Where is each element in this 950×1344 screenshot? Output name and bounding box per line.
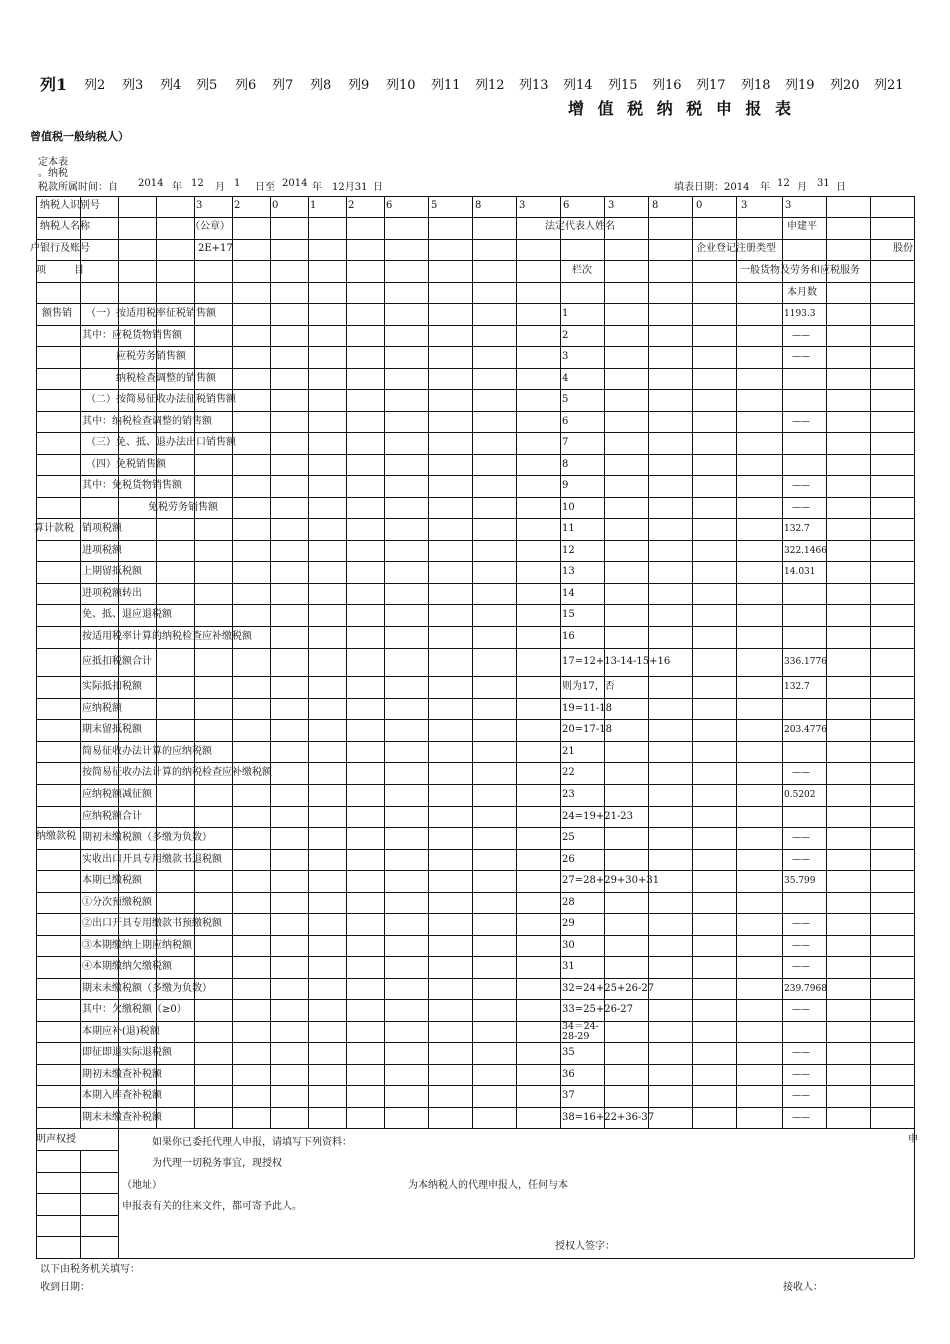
id-digit: 3 [741, 200, 748, 211]
row-line-number: 16 [562, 631, 575, 642]
row-item-label: 应纳税额减征额 [82, 789, 152, 800]
column-header: 列20 [830, 78, 860, 93]
row-item-label: 简易征收办法计算的应纳税额 [82, 746, 212, 757]
row-line-number: 13 [562, 566, 575, 577]
row-item-label: 期初未缴税额（多缴为负数） [82, 832, 212, 843]
period-start-month: 12 [191, 178, 204, 189]
row-item-label: 期末未缴查补税额 [82, 1112, 162, 1123]
period-month-unit: 月 [215, 182, 225, 193]
grid-line [384, 196, 385, 1128]
bank-account-label: 户银行及账号 [30, 243, 90, 254]
row-line-number: 38=16+22+36-37 [562, 1112, 655, 1123]
row-value: —— [792, 1091, 810, 1101]
row-item-label: （四）免税销售额 [86, 459, 166, 470]
item-header-2: 目 [74, 265, 84, 276]
row-line-number: 37 [562, 1090, 575, 1101]
legal-rep-name: 申建平 [787, 221, 817, 232]
row-line-number: 32=24+25+26-27 [562, 983, 655, 994]
column-header: 列14 [563, 78, 593, 93]
column-header: 列4 [160, 78, 182, 93]
row-item-label: ③本期缴纳上期应纳税额 [82, 940, 192, 951]
column-header: 列18 [741, 78, 771, 93]
row-line-number: 23 [562, 789, 575, 800]
id-digit: 3 [608, 200, 615, 211]
column-header: 列8 [310, 78, 332, 93]
row-line-number: 15 [562, 609, 575, 620]
row-item-label: 按简易征收办法计算的纳税检查应补缴税额 [82, 767, 272, 778]
id-digit: 0 [696, 200, 703, 211]
grid-line [36, 1193, 118, 1194]
row-line-number: 14 [562, 588, 575, 599]
row-value: 35.799 [784, 876, 816, 886]
row-value: —— [792, 331, 810, 341]
grid-line [270, 196, 271, 1128]
row-line-number: 22 [562, 767, 575, 778]
column-header: 列19 [785, 78, 815, 93]
row-value: —— [792, 919, 810, 929]
row-item-label: 上期留抵税额 [82, 566, 142, 577]
period-label: 税款所属时间：自 [38, 182, 118, 193]
row-line-number: 2 [562, 330, 569, 341]
row-item-label: 进项税额转出 [82, 588, 142, 599]
row-line-number: 5 [562, 394, 569, 405]
row-line-number: 26 [562, 854, 575, 865]
fill-date-day-unit: 日 [836, 182, 846, 193]
row-line-number: 33=25+26-27 [562, 1004, 634, 1015]
column-header: 列3 [122, 78, 144, 93]
row-item-label: （三）免、抵、退办法出口销售额 [86, 437, 236, 448]
row-item-label: 应抵扣税额合计 [82, 656, 152, 667]
id-digit: 3 [519, 200, 526, 211]
row-line-number: 29 [562, 918, 575, 929]
fill-date-month-unit: 月 [797, 182, 807, 193]
row-item-label: ④本期缴纳欠缴税额 [82, 961, 172, 972]
row-item-label: ②出口开具专用缴款书预缴税额 [82, 918, 222, 929]
row-line-number: 34＝24-28-29 [562, 1021, 599, 1042]
id-digit: 3 [785, 200, 792, 211]
row-value: 336.1776 [784, 657, 827, 667]
row-line-number: 6 [562, 416, 569, 427]
row-line-number: 28 [562, 897, 575, 908]
id-digit: 8 [652, 200, 659, 211]
period-day-unit: 日 [373, 182, 383, 193]
row-item-label: 本期应补(退)税额 [82, 1026, 160, 1037]
row-line-number: 27=28+29+30+31 [562, 875, 660, 886]
row-value: —— [792, 855, 810, 865]
grid-line [36, 1236, 118, 1237]
grid-line [560, 196, 561, 1128]
grid-line [516, 196, 517, 1128]
seal-label: （公章） [190, 221, 230, 232]
id-digit: 0 [272, 200, 279, 211]
item-header: 项 [36, 265, 46, 276]
row-value: —— [792, 768, 810, 778]
column-header: 列2 [84, 78, 106, 93]
row-line-number: 36 [562, 1069, 575, 1080]
column-header: 列13 [519, 78, 549, 93]
column-header: 列6 [235, 78, 257, 93]
grid-line [36, 1258, 914, 1259]
id-digit: 8 [475, 200, 482, 211]
row-item-label: 实际抵扣税额 [82, 681, 142, 692]
row-item-label: 其中：免税货物销售额 [82, 480, 182, 491]
grid-line [692, 196, 693, 1128]
row-line-number: 17=12+13-14-15+16 [562, 656, 671, 667]
section-sales: 额售销 [42, 308, 72, 319]
row-line-number: 8 [562, 459, 569, 470]
grid-line [914, 196, 915, 1128]
id-digit: 2 [234, 200, 241, 211]
column-header: 列16 [652, 78, 682, 93]
grid-line [36, 1150, 118, 1151]
row-line-number: 11 [562, 523, 575, 534]
grid-line [232, 196, 233, 1128]
row-value: 203.4776 [784, 725, 827, 735]
goods-services-header: 一般货物及劳务和应税服务 [740, 265, 860, 276]
period-end-month-day: 12月31 [332, 182, 368, 193]
row-item-label: 期末留抵税额 [82, 724, 142, 735]
column-header: 列21 [874, 78, 904, 93]
form-subtitle: 曾值税一般纳税人） [30, 130, 129, 143]
receiver-label: 接收人： [783, 1282, 823, 1293]
received-date-label: 收到日期： [40, 1282, 90, 1293]
authorization-line-4: 申报表有关的往来文件，都可寄予此人。 [122, 1201, 302, 1212]
column-header: 列9 [348, 78, 370, 93]
row-item-label: 其中：纳税检查调整的销售额 [82, 416, 212, 427]
grid-line [782, 196, 783, 1128]
row-value: 0.5202 [784, 790, 816, 800]
fill-date-year-unit: 年 [760, 182, 770, 193]
row-line-number: 20=17-18 [562, 724, 612, 735]
row-line-number: 30 [562, 940, 575, 951]
taxpayer-id-label: 纳税人识别号 [40, 200, 100, 211]
row-value: —— [792, 1070, 810, 1080]
tax-office-note: 以下由税务机关填写： [40, 1264, 140, 1275]
column-header: 列15 [608, 78, 638, 93]
section-tax-payment: 纳缴款税 [36, 831, 76, 842]
authorization-signature: 授权人签字： [555, 1241, 615, 1252]
authorization-address: （地址） [122, 1180, 162, 1191]
row-value: 239.7968 [784, 984, 827, 994]
grid-line [36, 1128, 914, 1129]
row-line-number: 12 [562, 545, 575, 556]
authorization-line-1: 如果你已委托代理人申报，请填写下列资料： [152, 1137, 352, 1148]
registration-type-value: 股份 [893, 243, 913, 254]
fill-date-day: 31 [817, 178, 830, 189]
row-item-label: 进项税额 [82, 545, 122, 556]
period-start-year: 2014 [138, 178, 164, 189]
authorization-label: 明声权授 [36, 1134, 76, 1145]
row-line-number: 21 [562, 746, 575, 757]
row-item-label: 本期已缴税额 [82, 875, 142, 886]
id-digit: 3 [196, 200, 203, 211]
row-item-label: 实收出口开具专用缴款书退税额 [82, 854, 222, 865]
taxpayer-name-label: 纳税人名称 [40, 221, 90, 232]
note-line-2: 。纳税 [38, 168, 68, 179]
row-line-number: 4 [562, 373, 569, 384]
period-year-unit: 年 [172, 182, 182, 193]
grid-line [118, 1128, 119, 1258]
grid-line [36, 1172, 118, 1173]
row-value: —— [792, 481, 810, 491]
column-header: 列10 [386, 78, 416, 93]
id-digit: 1 [310, 200, 317, 211]
row-value: 132.7 [784, 682, 810, 692]
id-digit: 6 [563, 200, 570, 211]
authorization-agent: 为本纳税人的代理申报人，任何与本 [408, 1180, 568, 1191]
row-value: —— [792, 1113, 810, 1123]
row-item-label: 免、抵、退应退税额 [82, 609, 172, 620]
period-to: 日至 [255, 182, 275, 193]
grid-line [80, 1150, 81, 1258]
column-header: 列5 [196, 78, 218, 93]
row-item-label: 应税劳务销售额 [116, 351, 186, 362]
grid-line [308, 196, 309, 1128]
row-line-number: 35 [562, 1047, 575, 1058]
row-item-label: （一）按适用税率征税销售额 [86, 308, 216, 319]
row-line-number: 7 [562, 437, 569, 448]
period-end-year: 2014 [282, 178, 308, 189]
row-line-number: 则为17，否 [562, 681, 615, 692]
row-item-label: 纳税检查调整的销售额 [116, 373, 216, 384]
row-value: 1193.3 [784, 309, 816, 319]
column-header: 列11 [431, 78, 461, 93]
row-item-label: 本期入库查补税额 [82, 1090, 162, 1101]
row-value: —— [792, 503, 810, 513]
grid-line [80, 196, 81, 1128]
section-tax-calculation: 算计款税 [34, 523, 74, 534]
bank-account-value: 2E+17 [198, 243, 233, 254]
fill-date-month: 12 [777, 178, 790, 189]
grid-line [736, 196, 737, 1128]
note-line-1: 定本表 [38, 157, 68, 168]
row-line-number: 24=19+21-23 [562, 811, 634, 822]
column-header: 列7 [272, 78, 294, 93]
row-line-number: 3 [562, 351, 569, 362]
row-value: —— [792, 352, 810, 362]
authorization-line-2: 为代理一切税务事宜，现授权 [152, 1158, 282, 1169]
fill-date-label: 填表日期：2014 [674, 182, 750, 193]
row-item-label: 应纳税额 [82, 703, 122, 714]
grid-line [36, 1215, 118, 1216]
row-value: 322.1466 [784, 546, 827, 556]
row-item-label: 期初未缴查补税额 [82, 1069, 162, 1080]
row-item-label: 其中：欠缴税额（≥0） [82, 1004, 187, 1015]
row-value: —— [792, 833, 810, 843]
row-item-label: 按适用税率计算的纳税检查应补缴税额 [82, 631, 252, 642]
id-digit: 5 [431, 200, 438, 211]
row-item-label: ①分次预缴税额 [82, 897, 152, 908]
period-start-day: 1 [234, 178, 241, 189]
row-line-number: 1 [562, 308, 569, 319]
registration-type-label: 企业登记注册类型 [696, 243, 776, 254]
grid-line [36, 196, 37, 1128]
row-value: —— [792, 941, 810, 951]
row-line-number: 25 [562, 832, 575, 843]
grid-line [870, 196, 871, 1128]
row-line-number: 31 [562, 961, 575, 972]
form-title: 增 值 税 纳 税 申 报 表 [568, 99, 795, 118]
row-item-label: 即征即退实际退税额 [82, 1047, 172, 1058]
row-value: —— [792, 1005, 810, 1015]
row-value: 14.031 [784, 567, 816, 577]
row-item-label: 免税劳务销售额 [148, 502, 218, 513]
row-line-number: 19=11-18 [562, 703, 612, 714]
id-digit: 2 [348, 200, 355, 211]
row-value: —— [792, 1048, 810, 1058]
row-item-label: （二）按简易征收办法征税销售额 [86, 394, 236, 405]
row-value: 132.7 [784, 524, 810, 534]
grid-line [914, 1128, 915, 1258]
grid-line [346, 196, 347, 1128]
row-item-label: 期末未缴税额（多缴为负数） [82, 983, 212, 994]
grid-line [472, 196, 473, 1128]
row-line-number: 10 [562, 502, 575, 513]
row-value: —— [792, 417, 810, 427]
row-item-label: 其中：应税货物销售额 [82, 330, 182, 341]
row-item-label: 应纳税额合计 [82, 811, 142, 822]
column-header: 列12 [475, 78, 505, 93]
row-value: —— [792, 962, 810, 972]
row-line-number: 9 [562, 480, 569, 491]
row-item-label: 销项税额 [82, 523, 122, 534]
authorization-right-mark: 申 [908, 1134, 918, 1145]
grid-line [428, 196, 429, 1128]
line-no-header: 栏次 [572, 265, 592, 276]
period-end-year-unit: 年 [312, 182, 322, 193]
this-month-header: 本月数 [787, 287, 817, 298]
legal-rep-label: 法定代表人姓名 [545, 221, 615, 232]
column-header: 列17 [696, 78, 726, 93]
id-digit: 6 [386, 200, 393, 211]
column-header: 列1 [40, 75, 68, 94]
